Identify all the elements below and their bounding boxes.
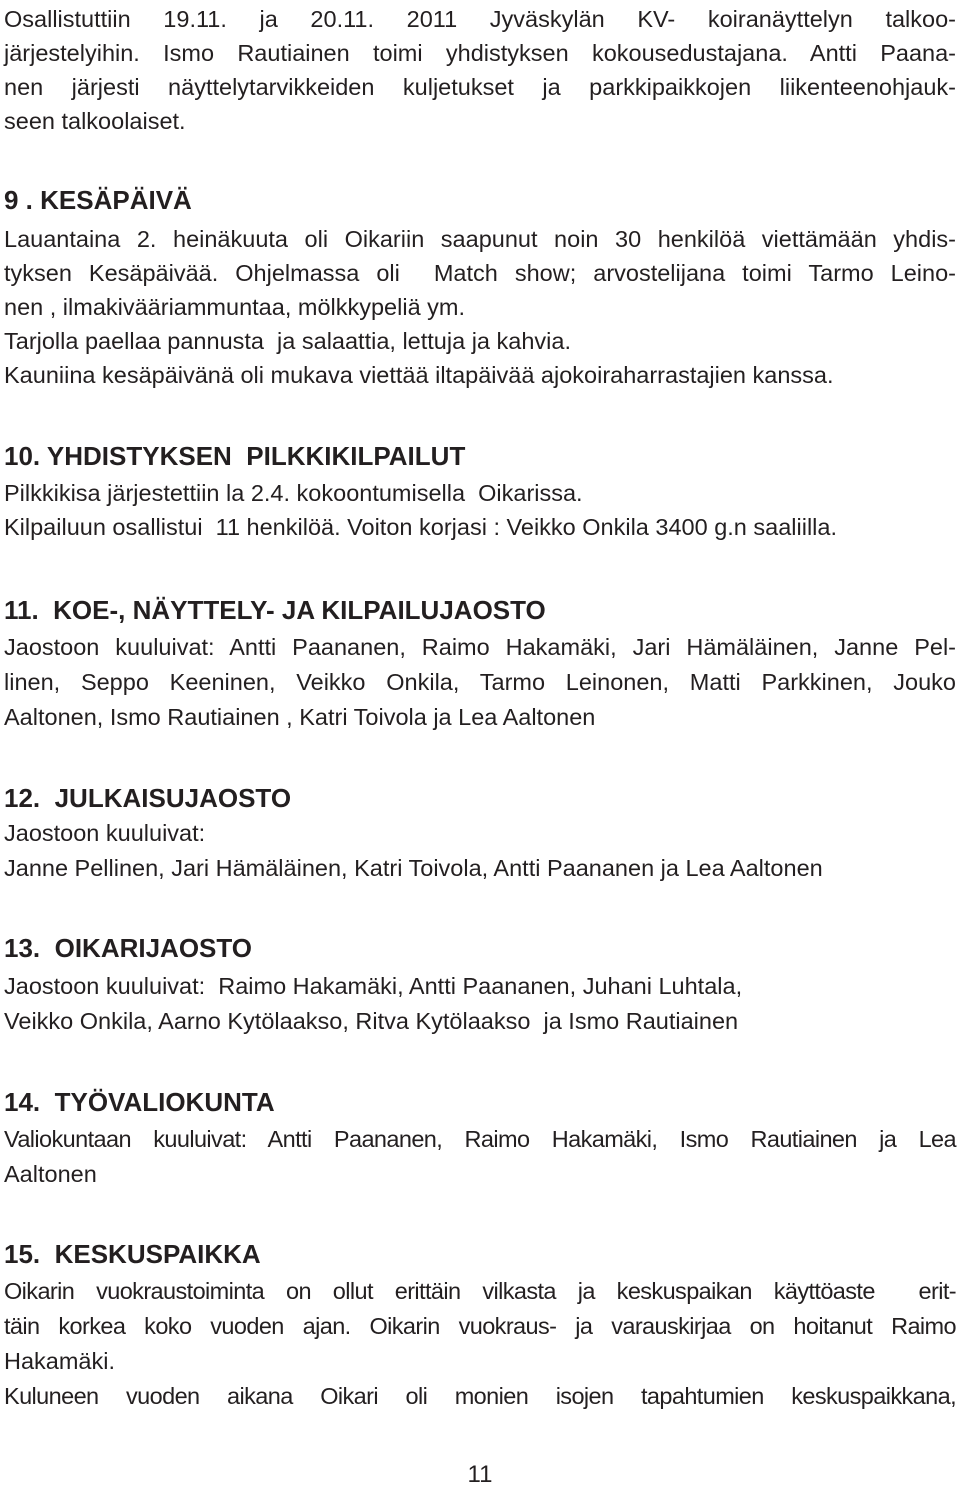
section-line: nen , ilmakivääriammuntaa, mölkkypeliä ym.	[4, 294, 466, 320]
section-heading: 11. KOE-, NÄYTTELY- JA KILPAILUJAOSTO	[4, 595, 546, 625]
page-number: 11	[467, 1461, 493, 1488]
section-heading: 13. OIKARIJAOSTO	[4, 933, 253, 963]
intro-line: nen järjesti näyttelytarvikkeiden kuljetukset ja parkkipaikkojen liikenteenohjauk-	[4, 74, 956, 100]
section-line: Lauantaina 2. heinäkuuta oli Oikariin saapunut noin 30 henkilöä viettämään yhdis-	[4, 226, 956, 252]
section-line: Hakamäki.	[4, 1348, 116, 1374]
section-heading: 12. JULKAISUJAOSTO	[4, 783, 292, 813]
section-line: linen, Seppo Keeninen, Veikko Onkila, Tarmo Leinonen, Matti Parkkinen, Jouko	[4, 669, 956, 695]
section-heading: 14. TYÖVALIOKUNTA	[4, 1087, 275, 1117]
section-line: täin korkea koko vuoden ajan. Oikarin vuokraus- ja varauskirjaa on hoitanut Raimo	[4, 1313, 956, 1339]
intro-line: Osallistuttiin 19.11. ja 20.11. 2011 Jyväskylän KV- koiranäyttelyn talkoo-	[4, 6, 956, 32]
section-heading: 10. YHDISTYKSEN PILKKIKILPAILUT	[4, 441, 466, 471]
section-line: Aaltonen	[4, 1161, 97, 1187]
section-line: Kilpailuun osallistui 11 henkilöä. Voiton korjasi : Veikko Onkila 3400 g.n saaliilla.	[4, 514, 837, 540]
section-heading: 9 . KESÄPÄIVÄ	[4, 185, 192, 215]
section-line: Kauniina kesäpäivänä oli mukava viettää iltapäivää ajokoiraharrastajien kanssa.	[4, 362, 834, 388]
section-line: Tarjolla paellaa pannusta ja salaattia, lettuja ja kahvia.	[4, 328, 571, 354]
intro-line: järjestelyihin. Ismo Rautiainen toimi yhdistyksen kokousedustajana. Antti Paana-	[4, 40, 956, 66]
section-line: Kuluneen vuoden aikana Oikari oli monien isojen tapahtumien keskuspaikkana,	[4, 1383, 956, 1409]
section-line: Jaostoon kuuluivat:	[4, 820, 206, 846]
section-line: Pilkkikisa järjestettiin la 2.4. kokoontumisella Oikarissa.	[4, 480, 583, 506]
section-line: Valiokuntaan kuuluivat: Antti Paananen, Raimo Hakamäki, Ismo Rautiainen ja Lea	[4, 1126, 956, 1152]
section-line: Jaostoon kuuluivat: Antti Paananen, Raimo Hakamäki, Jari Hämäläinen, Janne Pel-	[4, 634, 956, 660]
section-line: Oikarin vuokraustoiminta on ollut erittäin vilkasta ja keskuspaikan käyttöaste erit-	[4, 1278, 956, 1304]
section-line: Aaltonen, Ismo Rautiainen , Katri Toivola ja Lea Aaltonen	[4, 704, 596, 730]
intro-line: seen talkoolaiset.	[4, 108, 186, 134]
section-line: Janne Pellinen, Jari Hämäläinen, Katri Toivola, Antti Paananen ja Lea Aaltonen	[4, 855, 823, 881]
section-line: Veikko Onkila, Aarno Kytölaakso, Ritva Kytölaakso ja Ismo Rautiainen	[4, 1008, 739, 1034]
section-heading: 15. KESKUSPAIKKA	[4, 1239, 261, 1269]
section-line: tyksen Kesäpäivää. Ohjelmassa oli Match show; arvostelijana toimi Tarmo Leino-	[4, 260, 956, 286]
section-line: Jaostoon kuuluivat: Raimo Hakamäki, Antti Paananen, Juhani Luhtala,	[4, 973, 743, 999]
